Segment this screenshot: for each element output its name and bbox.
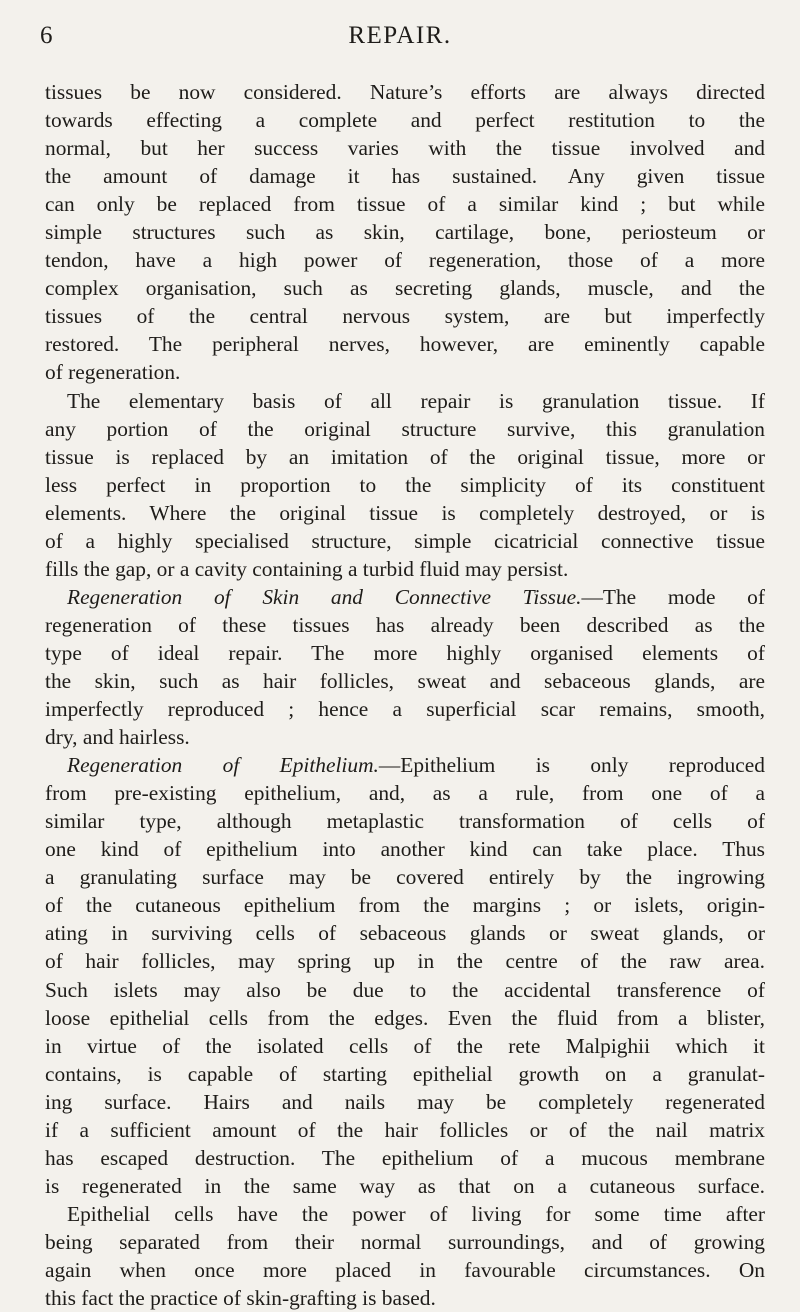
text-line xyxy=(45,947,765,975)
line-text: tissues be now considered. Nature’s efforts are always directed xyxy=(45,80,765,104)
line-text: is regenerated in the same way as that on a cutaneous surface. xyxy=(45,1173,765,1198)
text-line xyxy=(45,723,765,751)
line-text: contains, is capable of starting epithelial growth on a granulat- xyxy=(45,1061,765,1086)
line-text: similar type, although metaplastic transformation of cells of xyxy=(45,809,765,834)
text-line xyxy=(45,218,765,246)
line-text: of the cutaneous epithelium from the margins ; or islets, origin- xyxy=(45,893,765,918)
body-text xyxy=(45,78,765,1312)
line-text: ating in surviving cells of sebaceous glands or sweat glands, or xyxy=(45,921,765,946)
page-number: 6 xyxy=(40,22,53,49)
line-text: tendon, have a high power of regeneration, those of a more xyxy=(45,248,765,273)
line-text: Such islets may also be due to the accidental transference of xyxy=(45,977,765,1002)
line-text: has escaped destruction. The epithelium of a mucous membrane xyxy=(45,1145,765,1170)
text-line xyxy=(45,583,765,611)
section-heading: Regeneration of Epithelium. xyxy=(67,753,379,778)
text-line xyxy=(45,835,765,863)
line-text: being separated from their normal surroundings, and of growing xyxy=(45,1229,765,1254)
text-line xyxy=(45,751,765,779)
text-line xyxy=(45,162,765,190)
text-line xyxy=(45,1172,765,1200)
text-line xyxy=(45,667,765,695)
page-header xyxy=(0,20,800,60)
line-text: in virtue of the isolated cells of the rete Malpighii which it xyxy=(45,1033,765,1058)
text-line xyxy=(45,1144,765,1172)
text-line xyxy=(45,976,765,1004)
text-line xyxy=(45,1004,765,1032)
text-line xyxy=(45,1284,765,1312)
line-text: fills the gap, or a cavity containing a turbid fluid may persist. xyxy=(45,556,569,581)
line-text: imperfectly reproduced ; hence a superficial scar remains, smooth, xyxy=(45,697,765,722)
line-text: Epithelial cells have the power of living for some time after xyxy=(67,1201,765,1226)
text-line xyxy=(45,443,765,471)
section-heading: Regeneration of Skin and Connective Tissue. xyxy=(67,584,582,609)
text-line xyxy=(45,779,765,807)
text-line xyxy=(45,190,765,218)
line-text: elements. Where the original tissue is completely destroyed, or is xyxy=(45,500,765,525)
line-text: ing surface. Hairs and nails may be completely regenerated xyxy=(45,1089,765,1114)
text-line xyxy=(45,1228,765,1256)
line-text: the skin, such as hair follicles, sweat and sebaceous glands, are xyxy=(45,668,765,693)
text-line xyxy=(45,807,765,835)
line-text: normal, but her success varies with the tissue involved and xyxy=(45,136,765,161)
line-text: restored. The peripheral nerves, however, are eminently capable xyxy=(45,332,765,357)
text-line xyxy=(45,246,765,274)
line-text: tissue is replaced by an imitation of the original tissue, more or xyxy=(45,444,765,469)
running-title: REPAIR. xyxy=(348,22,452,49)
text-line xyxy=(45,639,765,667)
text-line xyxy=(45,863,765,891)
text-line xyxy=(45,330,765,358)
line-text: less perfect in proportion to the simplicity of its constituent xyxy=(45,472,765,497)
line-text: regeneration of these tissues has already been described as the xyxy=(45,612,765,637)
text-line xyxy=(45,611,765,639)
line-text: any portion of the original structure survive, this granulation xyxy=(45,416,765,441)
text-line xyxy=(45,106,765,134)
text-line xyxy=(45,919,765,947)
line-text: towards effecting a complete and perfect restitution to the xyxy=(45,108,765,133)
text-line xyxy=(45,527,765,555)
text-line xyxy=(45,891,765,919)
text-line xyxy=(45,499,765,527)
line-text: loose epithelial cells from the edges. Even the fluid from a blister, xyxy=(45,1005,765,1030)
text-line xyxy=(45,1256,765,1284)
text-line xyxy=(45,274,765,302)
line-text: of hair follicles, may spring up in the centre of the raw area. xyxy=(45,949,765,974)
line-text: a granulating surface may be covered entirely by the ingrowing xyxy=(45,865,765,890)
text-line xyxy=(45,415,765,443)
text-line xyxy=(45,1116,765,1144)
line-text: from pre-existing epithelium, and, as a rule, from one of a xyxy=(45,781,765,806)
line-text: of a highly specialised structure, simple cicatricial connective tissue xyxy=(45,528,765,553)
text-line xyxy=(45,695,765,723)
line-text: —Epithelium is only reproduced xyxy=(378,753,765,778)
line-text: again when once more placed in favourable circumstances. On xyxy=(45,1257,765,1282)
text-line xyxy=(45,1032,765,1060)
text-line xyxy=(45,1088,765,1116)
text-line xyxy=(45,78,765,106)
text-line xyxy=(45,555,765,583)
line-text: if a sufficient amount of the hair follicles or of the nail matrix xyxy=(45,1117,765,1142)
text-line xyxy=(45,358,765,386)
text-line xyxy=(45,387,765,415)
line-text: tissues of the central nervous system, are but imperfectly xyxy=(45,304,765,329)
text-line xyxy=(45,1060,765,1088)
text-line xyxy=(45,1200,765,1228)
text-line xyxy=(45,471,765,499)
line-text: this fact the practice of skin-grafting is based. xyxy=(45,1286,436,1311)
text-line xyxy=(45,302,765,330)
line-text: simple structures such as skin, cartilage, bone, periosteum or xyxy=(45,220,765,245)
line-text: can only be replaced from tissue of a similar kind ; but while xyxy=(45,192,765,217)
text-line xyxy=(45,134,765,162)
line-text: dry, and hairless. xyxy=(45,725,190,750)
line-text: The elementary basis of all repair is granulation tissue. If xyxy=(67,388,765,413)
line-text: one kind of epithelium into another kind can take place. Thus xyxy=(45,837,765,862)
line-text: of regeneration. xyxy=(45,360,181,385)
line-text: complex organisation, such as secreting glands, muscle, and the xyxy=(45,276,765,301)
line-text: type of ideal repair. The more highly organised elements of xyxy=(45,640,765,665)
line-text: the amount of damage it has sustained. Any given tissue xyxy=(45,164,765,189)
line-text: —The mode of xyxy=(581,584,765,609)
